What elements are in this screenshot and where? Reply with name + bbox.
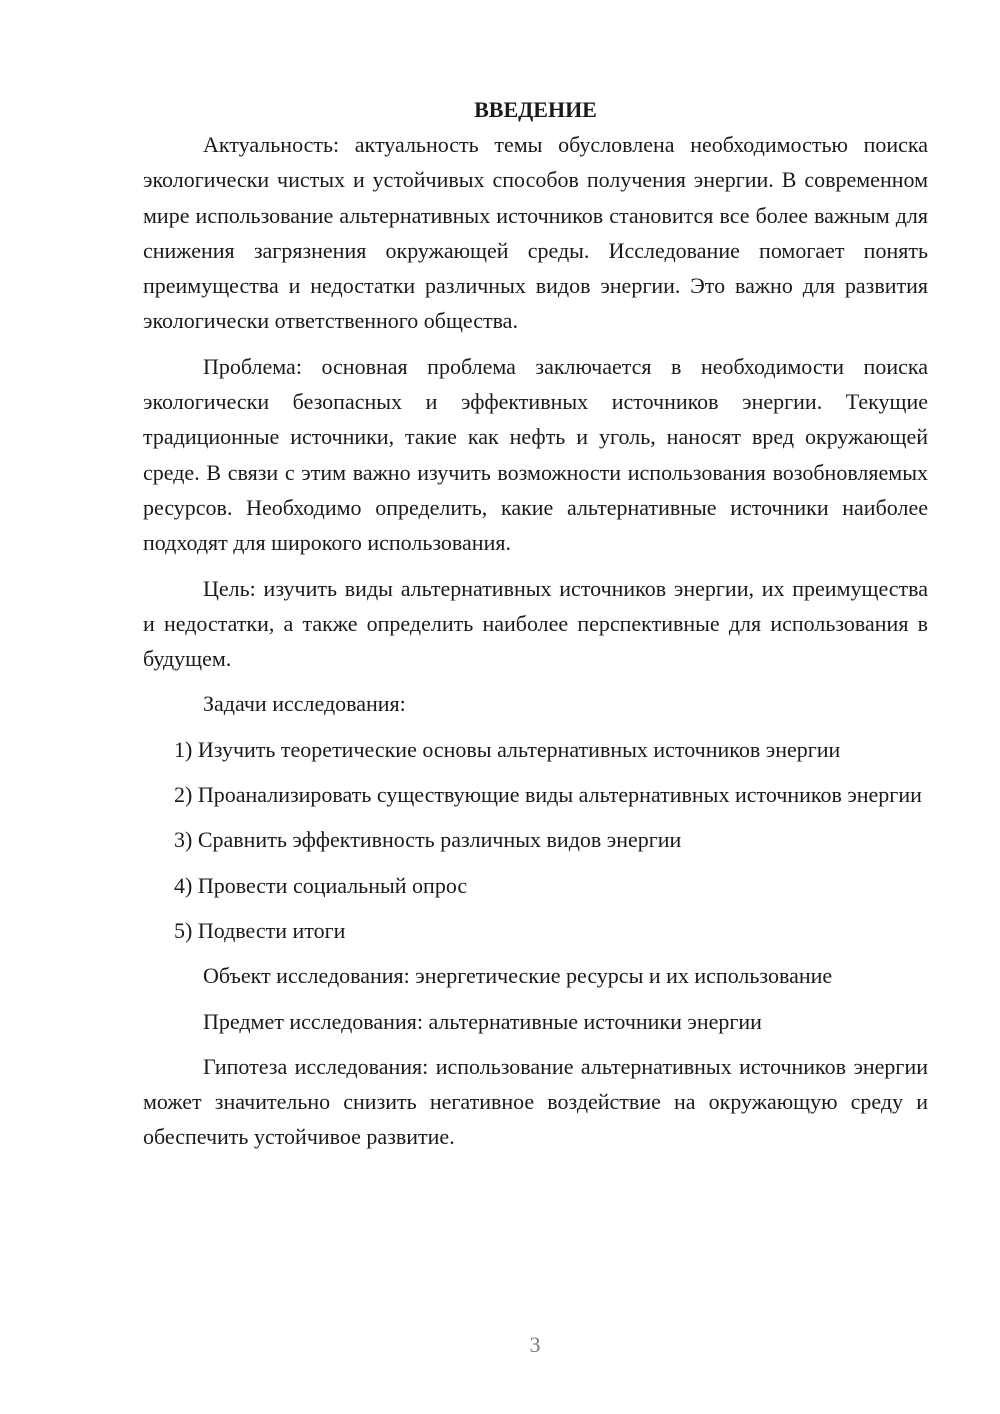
hypothesis-paragraph: Гипотеза исследования: использование альтернативных источников энергии может значительно снизить негативное воздействие на окружающую среду и обеспечить устойчивое развитие. (143, 1053, 928, 1150)
tasks-heading: Задачи исследования: (203, 691, 406, 717)
task-item-4: 4) Провести социальный опрос (174, 872, 468, 898)
task-item-2: 2) Проанализировать существующие виды альтернативных источников энергии (174, 782, 922, 808)
relevance-paragraph: Актуальность: актуальность темы обусловлена необходимостью поиска экологически чистых и устойчивых способов получения энергии. В современном мире использование альтернативных источников становится все более важным для снижения загрязнения окружающей среды. Исследование помогает понять преимущества и недостатки различных видов энергии. Это важно для развития экологически ответственного общества. (143, 132, 928, 334)
document-page (143, 92, 928, 1155)
research-subject: Предмет исследования: альтернативные источники энергии (203, 1008, 762, 1034)
problem-paragraph: Проблема: основная проблема заключается в необходимости поиска экологически безопасных и эффективных источников энергии. Текущие традиционные источники, такие как нефть и уголь, наносят вред окружающей среде. В связи с этим важно изучить возможности использования возобновляемых ресурсов. Необходимо определить, какие альтернативные источники наиболее подходят для широкого использования. (143, 353, 928, 556)
task-item-5: 5) Подвести итоги (174, 917, 346, 943)
task-item-3: 3) Сравнить эффективность различных видов энергии (174, 827, 682, 853)
research-object: Объект исследования: энергетические ресурсы и их использование (203, 963, 833, 989)
task-item-1: 1) Изучить теоретические основы альтернативных источников энергии (174, 736, 841, 762)
goal-paragraph: Цель: изучить виды альтернативных источников энергии, их преимущества и недостатки, а также определить наиболее перспективные для использования в будущем. (143, 575, 928, 672)
page-number: 3 (529, 1332, 541, 1357)
page-title: ВВЕДЕНИЕ (474, 97, 597, 122)
